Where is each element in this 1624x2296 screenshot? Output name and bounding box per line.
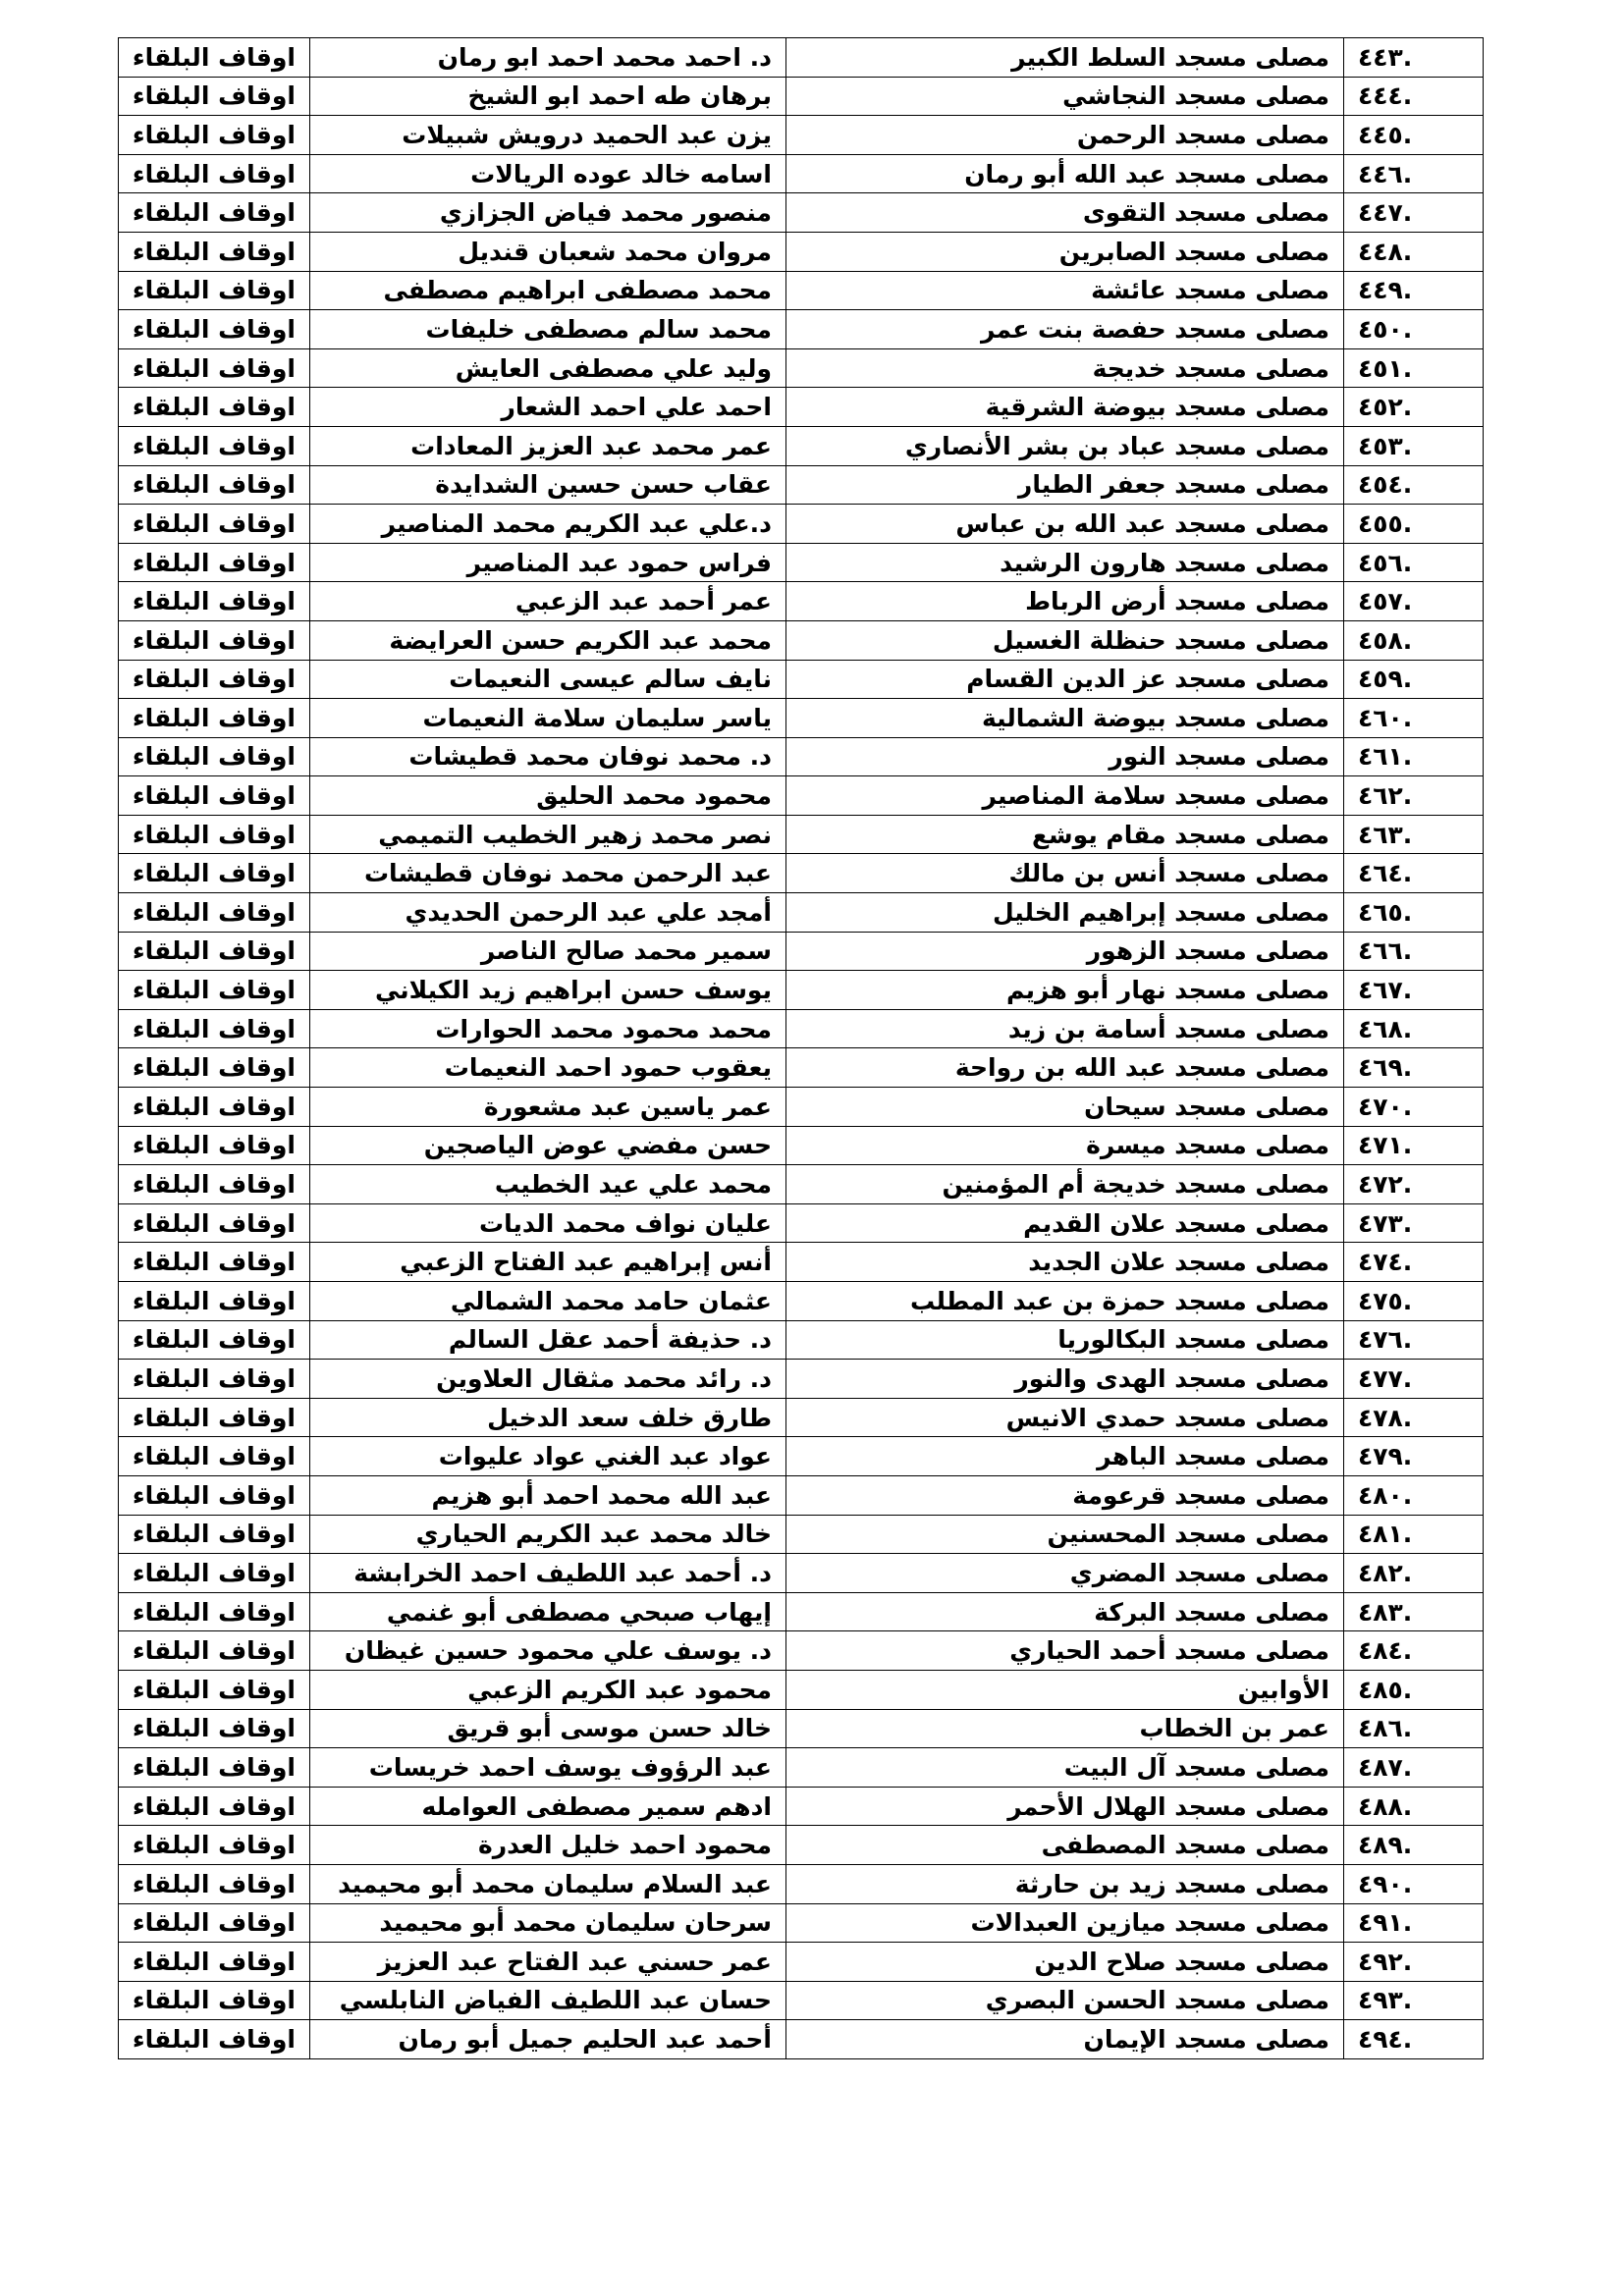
directorate-name: اوقاف البلقاء bbox=[119, 1243, 310, 1282]
mosque-name: مصلى مسجد حمزة بن عبد المطلب bbox=[786, 1282, 1344, 1321]
table-row bbox=[119, 38, 1484, 78]
imam-name: د. حذيفة أحمد عقل السالم bbox=[310, 1320, 786, 1360]
directorate-name: اوقاف البلقاء bbox=[119, 1203, 310, 1243]
table-row bbox=[119, 543, 1484, 582]
imam-name: أحمد عبد الحليم جميل أبو رمان bbox=[310, 2020, 786, 2059]
table-row bbox=[119, 1243, 1484, 1282]
table-row bbox=[119, 1515, 1484, 1554]
mosque-name: مصلى مسجد هارون الرشيد bbox=[786, 543, 1344, 582]
imam-name: خالد محمد عبد الكريم الحياري bbox=[310, 1515, 786, 1554]
directorate-name: اوقاف البلقاء bbox=[119, 582, 310, 621]
table-row bbox=[119, 1631, 1484, 1671]
imam-name: طارق خلف سعد الدخيل bbox=[310, 1398, 786, 1437]
mosque-name: مصلى مسجد علان الجديد bbox=[786, 1243, 1344, 1282]
imam-name: عليان نواف محمد الديات bbox=[310, 1203, 786, 1243]
directorate-name: اوقاف البلقاء bbox=[119, 737, 310, 776]
table-row bbox=[119, 1864, 1484, 1903]
row-number: ٤٧٥. bbox=[1344, 1282, 1484, 1321]
mosque-name: مصلى مسجد المصطفى bbox=[786, 1826, 1344, 1865]
table-row bbox=[119, 154, 1484, 193]
imam-name: سمير محمد صالح الناصر bbox=[310, 932, 786, 971]
row-number: ٤٥٢. bbox=[1344, 388, 1484, 427]
directorate-name: اوقاف البلقاء bbox=[119, 388, 310, 427]
directorate-name: اوقاف البلقاء bbox=[119, 1165, 310, 1204]
mosque-name: مصلى مسجد الزهور bbox=[786, 932, 1344, 971]
mosque-name: مصلى مسجد عبد الله أبو رمان bbox=[786, 154, 1344, 193]
document-page bbox=[118, 37, 1483, 2059]
imam-name: نايف سالم عيسى النعيمات bbox=[310, 660, 786, 699]
imam-name: يعقوب حمود احمد النعيمات bbox=[310, 1048, 786, 1088]
row-number: ٤٨١. bbox=[1344, 1515, 1484, 1554]
row-number: ٤٥٤. bbox=[1344, 465, 1484, 505]
table-row bbox=[119, 1360, 1484, 1399]
row-number: ٤٩٠. bbox=[1344, 1864, 1484, 1903]
directorate-name: اوقاف البلقاء bbox=[119, 932, 310, 971]
table-row bbox=[119, 348, 1484, 388]
directorate-name: اوقاف البلقاء bbox=[119, 854, 310, 893]
mosque-name: مصلى مسجد النور bbox=[786, 737, 1344, 776]
directorate-name: اوقاف البلقاء bbox=[119, 1592, 310, 1631]
directorate-name: اوقاف البلقاء bbox=[119, 815, 310, 854]
mosque-name: مصلى مسجد الحسن البصري bbox=[786, 1981, 1344, 2020]
directorate-name: اوقاف البلقاء bbox=[119, 1670, 310, 1709]
row-number: ٤٧٩. bbox=[1344, 1437, 1484, 1476]
row-number: ٤٧٦. bbox=[1344, 1320, 1484, 1360]
row-number: ٤٦٣. bbox=[1344, 815, 1484, 854]
table-row bbox=[119, 582, 1484, 621]
directorate-name: اوقاف البلقاء bbox=[119, 1475, 310, 1515]
row-number: ٤٤٨. bbox=[1344, 232, 1484, 271]
table-row bbox=[119, 465, 1484, 505]
imam-name: ياسر سليمان سلامة النعيمات bbox=[310, 699, 786, 738]
directorate-name: اوقاف البلقاء bbox=[119, 116, 310, 155]
directorate-name: اوقاف البلقاء bbox=[119, 660, 310, 699]
row-number: ٤٨٥. bbox=[1344, 1670, 1484, 1709]
row-number: ٤٥٣. bbox=[1344, 426, 1484, 465]
directorate-name: اوقاف البلقاء bbox=[119, 1009, 310, 1048]
row-number: ٤٨٢. bbox=[1344, 1554, 1484, 1593]
imam-name: عمر محمد عبد العزيز المعادات bbox=[310, 426, 786, 465]
row-number: ٤٥٦. bbox=[1344, 543, 1484, 582]
table-row bbox=[119, 660, 1484, 699]
mosque-name: مصلى مسجد إبراهيم الخليل bbox=[786, 893, 1344, 933]
table-row bbox=[119, 1670, 1484, 1709]
table-row bbox=[119, 699, 1484, 738]
row-number: ٤٨٣. bbox=[1344, 1592, 1484, 1631]
mosque-name: مصلى مسجد حمدي الانيس bbox=[786, 1398, 1344, 1437]
mosque-name: مصلى مسجد نهار أبو هزيم bbox=[786, 971, 1344, 1010]
imam-name: أمجد علي عبد الرحمن الحديدي bbox=[310, 893, 786, 933]
row-number: ٤٨٧. bbox=[1344, 1748, 1484, 1788]
directorate-name: اوقاف البلقاء bbox=[119, 77, 310, 116]
mosque-name: مصلى مسجد خديجة أم المؤمنين bbox=[786, 1165, 1344, 1204]
row-number: ٤٧٢. bbox=[1344, 1165, 1484, 1204]
directorate-name: اوقاف البلقاء bbox=[119, 232, 310, 271]
row-number: ٤٦٧. bbox=[1344, 971, 1484, 1010]
row-number: ٤٤٥. bbox=[1344, 116, 1484, 155]
directorate-name: اوقاف البلقاء bbox=[119, 620, 310, 660]
row-number: ٤٥٧. bbox=[1344, 582, 1484, 621]
directorate-name: اوقاف البلقاء bbox=[119, 1631, 310, 1671]
mosque-name: مصلى مسجد المضري bbox=[786, 1554, 1344, 1593]
row-number: ٤٨٠. bbox=[1344, 1475, 1484, 1515]
imam-name: عمر حسني عبد الفتاح عبد العزيز bbox=[310, 1943, 786, 1982]
row-number: ٤٤٣. bbox=[1344, 38, 1484, 78]
imam-name: يزن عبد الحميد درويش شبيلات bbox=[310, 116, 786, 155]
row-number: ٤٤٤. bbox=[1344, 77, 1484, 116]
table-row bbox=[119, 1943, 1484, 1982]
imam-name: محمود احمد خليل العدرة bbox=[310, 1826, 786, 1865]
imam-name: أنس إبراهيم عبد الفتاح الزعبي bbox=[310, 1243, 786, 1282]
mosque-name: مصلى مسجد الهدى والنور bbox=[786, 1360, 1344, 1399]
imam-name: عقاب حسن حسين الشدايدة bbox=[310, 465, 786, 505]
row-number: ٤٨٨. bbox=[1344, 1787, 1484, 1826]
mosque-name: مصلى مسجد الصابرين bbox=[786, 232, 1344, 271]
imam-name: ادهم سمير مصطفى العوامله bbox=[310, 1787, 786, 1826]
mosque-name: مصلى مسجد الرحمن bbox=[786, 116, 1344, 155]
directorate-name: اوقاف البلقاء bbox=[119, 1398, 310, 1437]
row-number: ٤٧٧. bbox=[1344, 1360, 1484, 1399]
imam-name: حسن مفضي عوض الياصجين bbox=[310, 1126, 786, 1165]
row-number: ٤٦٤. bbox=[1344, 854, 1484, 893]
directorate-name: اوقاف البلقاء bbox=[119, 193, 310, 233]
imam-name: د. أحمد عبد اللطيف احمد الخرابشة bbox=[310, 1554, 786, 1593]
table-row bbox=[119, 2020, 1484, 2059]
table-row bbox=[119, 310, 1484, 349]
table-row bbox=[119, 1748, 1484, 1788]
directorate-name: اوقاف البلقاء bbox=[119, 1943, 310, 1982]
imam-name: محمد مصطفى ابراهيم مصطفى bbox=[310, 271, 786, 310]
directorate-name: اوقاف البلقاء bbox=[119, 2020, 310, 2059]
table-row bbox=[119, 815, 1484, 854]
row-number: ٤٥١. bbox=[1344, 348, 1484, 388]
mosque-name: مصلى مسجد سلامة المناصير bbox=[786, 776, 1344, 816]
imam-name: خالد حسن موسى أبو قريق bbox=[310, 1709, 786, 1748]
directorate-name: اوقاف البلقاء bbox=[119, 699, 310, 738]
directorate-name: اوقاف البلقاء bbox=[119, 154, 310, 193]
imam-name: محمود محمد الحليق bbox=[310, 776, 786, 816]
directorate-name: اوقاف البلقاء bbox=[119, 426, 310, 465]
directorate-name: اوقاف البلقاء bbox=[119, 1437, 310, 1476]
mosque-name: مصلى مسجد صلاح الدين bbox=[786, 1943, 1344, 1982]
imam-name: عبد السلام سليمان محمد أبو محيميد bbox=[310, 1864, 786, 1903]
table-row bbox=[119, 1787, 1484, 1826]
directorate-name: اوقاف البلقاء bbox=[119, 505, 310, 544]
table-row bbox=[119, 1048, 1484, 1088]
directorate-name: اوقاف البلقاء bbox=[119, 1554, 310, 1593]
mosque-name: مصلى مسجد عائشة bbox=[786, 271, 1344, 310]
mosque-name: مصلى مسجد آل البيت bbox=[786, 1748, 1344, 1788]
table-row bbox=[119, 1320, 1484, 1360]
table-row bbox=[119, 232, 1484, 271]
imam-name: عواد عبد الغني عواد عليوات bbox=[310, 1437, 786, 1476]
row-number: ٤٦٨. bbox=[1344, 1009, 1484, 1048]
imam-name: إيهاب صبحي مصطفى أبو غنمي bbox=[310, 1592, 786, 1631]
imam-name: احمد علي احمد الشعار bbox=[310, 388, 786, 427]
imam-name: اسامه خالد عوده الريالات bbox=[310, 154, 786, 193]
table-row bbox=[119, 388, 1484, 427]
mosque-name: مصلى مسجد التقوى bbox=[786, 193, 1344, 233]
mosque-name: مصلى مسجد عبد الله بن عباس bbox=[786, 505, 1344, 544]
mosque-name: مصلى مسجد عز الدين القسام bbox=[786, 660, 1344, 699]
table-row bbox=[119, 854, 1484, 893]
mosque-name: مصلى مسجد سيحان bbox=[786, 1088, 1344, 1127]
row-number: ٤٥٠. bbox=[1344, 310, 1484, 349]
table-row bbox=[119, 1709, 1484, 1748]
imam-name: عمر أحمد عبد الزعبي bbox=[310, 582, 786, 621]
directorate-name: اوقاف البلقاء bbox=[119, 1126, 310, 1165]
directorate-name: اوقاف البلقاء bbox=[119, 1320, 310, 1360]
imam-name: يوسف حسن ابراهيم زيد الكيلاني bbox=[310, 971, 786, 1010]
imam-name: محمود عبد الكريم الزعبي bbox=[310, 1670, 786, 1709]
table-row bbox=[119, 1165, 1484, 1204]
mosque-name: مصلى مسجد عبد الله بن رواحة bbox=[786, 1048, 1344, 1088]
table-row bbox=[119, 1826, 1484, 1865]
row-number: ٤٩١. bbox=[1344, 1903, 1484, 1943]
row-number: ٤٥٩. bbox=[1344, 660, 1484, 699]
table-row bbox=[119, 1981, 1484, 2020]
imam-name: منصور محمد فياض الجزازي bbox=[310, 193, 786, 233]
row-number: ٤٩٤. bbox=[1344, 2020, 1484, 2059]
row-number: ٤٨٩. bbox=[1344, 1826, 1484, 1865]
imam-name: مروان محمد شعبان قنديل bbox=[310, 232, 786, 271]
mosque-name: مصلى مسجد أحمد الحياري bbox=[786, 1631, 1344, 1671]
mosque-name: مصلى مسجد أنس بن مالك bbox=[786, 854, 1344, 893]
table-row bbox=[119, 505, 1484, 544]
imam-name: عبد الله محمد احمد أبو هزيم bbox=[310, 1475, 786, 1515]
imam-name: د. رائد محمد مثقال العلاوين bbox=[310, 1360, 786, 1399]
mosque-name: مصلى مسجد الهلال الأحمر bbox=[786, 1787, 1344, 1826]
row-number: ٤٧٨. bbox=[1344, 1398, 1484, 1437]
mosque-name: مصلى مسجد بيوضة الشمالية bbox=[786, 699, 1344, 738]
imam-name: برهان طه احمد ابو الشيخ bbox=[310, 77, 786, 116]
directorate-name: اوقاف البلقاء bbox=[119, 1709, 310, 1748]
mosque-name: مصلى مسجد زيد بن حارثة bbox=[786, 1864, 1344, 1903]
row-number: ٤٦١. bbox=[1344, 737, 1484, 776]
imam-name: حسان عبد اللطيف الفياض النابلسي bbox=[310, 1981, 786, 2020]
imam-name: د. محمد نوفان محمد قطيشات bbox=[310, 737, 786, 776]
mosque-name: مصلى مسجد أرض الرباط bbox=[786, 582, 1344, 621]
directorate-name: اوقاف البلقاء bbox=[119, 1981, 310, 2020]
row-number: ٤٤٦. bbox=[1344, 154, 1484, 193]
directorate-name: اوقاف البلقاء bbox=[119, 1515, 310, 1554]
table-row bbox=[119, 1282, 1484, 1321]
directorate-name: اوقاف البلقاء bbox=[119, 1864, 310, 1903]
table-row bbox=[119, 1592, 1484, 1631]
table-row bbox=[119, 1475, 1484, 1515]
directorate-name: اوقاف البلقاء bbox=[119, 1360, 310, 1399]
imam-name: د. يوسف علي محمود حسين غيظان bbox=[310, 1631, 786, 1671]
mosque-name: مصلى مسجد أسامة بن زيد bbox=[786, 1009, 1344, 1048]
row-number: ٤٤٩. bbox=[1344, 271, 1484, 310]
directorate-name: اوقاف البلقاء bbox=[119, 1787, 310, 1826]
mosque-name: مصلى مسجد حنظلة الغسيل bbox=[786, 620, 1344, 660]
directorate-name: اوقاف البلقاء bbox=[119, 310, 310, 349]
imam-name: عثمان حامد محمد الشمالي bbox=[310, 1282, 786, 1321]
mosque-name: الأوابين bbox=[786, 1670, 1344, 1709]
table-row bbox=[119, 1009, 1484, 1048]
row-number: ٤٩٣. bbox=[1344, 1981, 1484, 2020]
mosque-name: مصلى مسجد جعفر الطيار bbox=[786, 465, 1344, 505]
table-row bbox=[119, 193, 1484, 233]
directorate-name: اوقاف البلقاء bbox=[119, 1903, 310, 1943]
row-number: ٤٦٩. bbox=[1344, 1048, 1484, 1088]
mosque-name: عمر بن الخطاب bbox=[786, 1709, 1344, 1748]
mosque-name: مصلى مسجد خديجة bbox=[786, 348, 1344, 388]
row-number: ٤٦٦. bbox=[1344, 932, 1484, 971]
table-body bbox=[119, 38, 1484, 2059]
row-number: ٤٨٦. bbox=[1344, 1709, 1484, 1748]
mosque-name: مصلى مسجد البركة bbox=[786, 1592, 1344, 1631]
table-row bbox=[119, 271, 1484, 310]
table-row bbox=[119, 1398, 1484, 1437]
row-number: ٤٧٤. bbox=[1344, 1243, 1484, 1282]
table-row bbox=[119, 737, 1484, 776]
imam-name: عبد الرؤوف يوسف احمد خريسات bbox=[310, 1748, 786, 1788]
mosque-name: مصلى مسجد عباد بن بشر الأنصاري bbox=[786, 426, 1344, 465]
directorate-name: اوقاف البلقاء bbox=[119, 893, 310, 933]
mosque-name: مصلى مسجد بيوضة الشرقية bbox=[786, 388, 1344, 427]
row-number: ٤٩٢. bbox=[1344, 1943, 1484, 1982]
mosque-name: مصلى مسجد البكالوريا bbox=[786, 1320, 1344, 1360]
directorate-name: اوقاف البلقاء bbox=[119, 465, 310, 505]
mosque-name: مصلى مسجد علان القديم bbox=[786, 1203, 1344, 1243]
mosque-name: مصلى مسجد مقام يوشع bbox=[786, 815, 1344, 854]
table-row bbox=[119, 1088, 1484, 1127]
directorate-name: اوقاف البلقاء bbox=[119, 1048, 310, 1088]
row-number: ٤٥٥. bbox=[1344, 505, 1484, 544]
directorate-name: اوقاف البلقاء bbox=[119, 1826, 310, 1865]
imam-name: محمد علي عيد الخطيب bbox=[310, 1165, 786, 1204]
row-number: ٤٨٤. bbox=[1344, 1631, 1484, 1671]
table-row bbox=[119, 620, 1484, 660]
imam-name: د. احمد محمد احمد ابو رمان bbox=[310, 38, 786, 78]
mosque-imam-table bbox=[118, 37, 1484, 2059]
directorate-name: اوقاف البلقاء bbox=[119, 348, 310, 388]
directorate-name: اوقاف البلقاء bbox=[119, 776, 310, 816]
directorate-name: اوقاف البلقاء bbox=[119, 543, 310, 582]
imam-name: سرحان سليمان محمد أبو محيميد bbox=[310, 1903, 786, 1943]
imam-name: محمد عبد الكريم حسن العرايضة bbox=[310, 620, 786, 660]
row-number: ٤٥٨. bbox=[1344, 620, 1484, 660]
table-row bbox=[119, 1437, 1484, 1476]
imam-name: عمر ياسين عبد مشعورة bbox=[310, 1088, 786, 1127]
directorate-name: اوقاف البلقاء bbox=[119, 38, 310, 78]
mosque-name: مصلى مسجد الباهر bbox=[786, 1437, 1344, 1476]
imam-name: فراس حمود عبد المناصير bbox=[310, 543, 786, 582]
table-row bbox=[119, 426, 1484, 465]
table-row bbox=[119, 1554, 1484, 1593]
mosque-name: مصلى مسجد المحسنين bbox=[786, 1515, 1344, 1554]
row-number: ٤٤٧. bbox=[1344, 193, 1484, 233]
table-row bbox=[119, 77, 1484, 116]
row-number: ٤٧١. bbox=[1344, 1126, 1484, 1165]
mosque-name: مصلى مسجد النجاشي bbox=[786, 77, 1344, 116]
mosque-name: مصلى مسجد قرعومة bbox=[786, 1475, 1344, 1515]
table-row bbox=[119, 116, 1484, 155]
directorate-name: اوقاف البلقاء bbox=[119, 1282, 310, 1321]
imam-name: وليد علي مصطفى العايش bbox=[310, 348, 786, 388]
mosque-name: مصلى مسجد السلط الكبير bbox=[786, 38, 1344, 78]
table-row bbox=[119, 1203, 1484, 1243]
directorate-name: اوقاف البلقاء bbox=[119, 971, 310, 1010]
directorate-name: اوقاف البلقاء bbox=[119, 271, 310, 310]
imam-name: عبد الرحمن محمد نوفان قطيشات bbox=[310, 854, 786, 893]
directorate-name: اوقاف البلقاء bbox=[119, 1748, 310, 1788]
row-number: ٤٧٠. bbox=[1344, 1088, 1484, 1127]
table-row bbox=[119, 932, 1484, 971]
row-number: ٤٦٢. bbox=[1344, 776, 1484, 816]
imam-name: محمد سالم مصطفى خليفات bbox=[310, 310, 786, 349]
mosque-name: مصلى مسجد الإيمان bbox=[786, 2020, 1344, 2059]
table-row bbox=[119, 893, 1484, 933]
row-number: ٤٧٣. bbox=[1344, 1203, 1484, 1243]
table-row bbox=[119, 971, 1484, 1010]
table-row bbox=[119, 776, 1484, 816]
imam-name: محمد محمود محمد الحوارات bbox=[310, 1009, 786, 1048]
imam-name: نصر محمد زهير الخطيب التميمي bbox=[310, 815, 786, 854]
table-row bbox=[119, 1126, 1484, 1165]
mosque-name: مصلى مسجد حفصة بنت عمر bbox=[786, 310, 1344, 349]
row-number: ٤٦٥. bbox=[1344, 893, 1484, 933]
row-number: ٤٦٠. bbox=[1344, 699, 1484, 738]
mosque-name: مصلى مسجد ميازين العبدالات bbox=[786, 1903, 1344, 1943]
imam-name: د.علي عبد الكريم محمد المناصير bbox=[310, 505, 786, 544]
directorate-name: اوقاف البلقاء bbox=[119, 1088, 310, 1127]
table-row bbox=[119, 1903, 1484, 1943]
mosque-name: مصلى مسجد ميسرة bbox=[786, 1126, 1344, 1165]
